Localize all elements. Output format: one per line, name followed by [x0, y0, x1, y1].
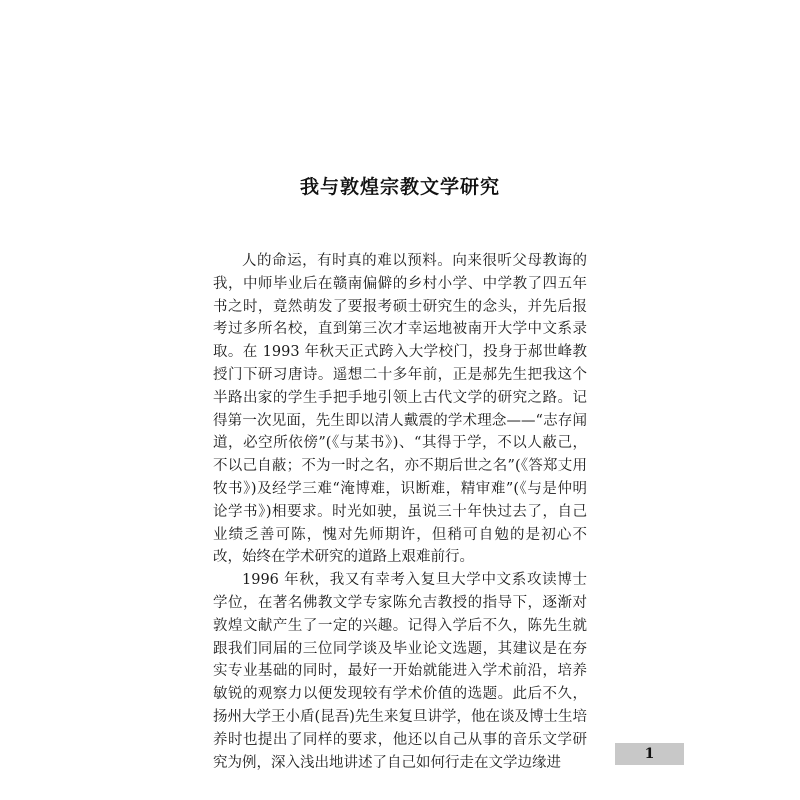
chapter-body [213, 250, 587, 774]
paragraph-2: 1996 年秋，我又有幸考入复旦大学中文系攻读博士学位，在著名佛教文学专家陈允吉教授的指导下，逐渐对敦煌文献产生了一定的兴趣。记得入学后不久，陈先生就跟我们同届的三位同学谈及毕业论文选题，其建议是在夯实专业基础的同时，最好一开始就能进入学术前沿，培养敏锐的观察力以便发现较有学术价值的选题。此后不久，扬州大学王小盾(昆吾)先生来复旦讲学，他在谈及博士生培养时也提出了同样的要求，他还以自己从事的音乐文学研究为例，深入浅出地讲述了自己如何行走在文学边缘进 [213, 572, 587, 771]
chapter-title: 我与敦煌宗教文学研究 [299, 176, 500, 198]
page-number: 1 [615, 743, 684, 765]
paragraph-1: 人的命运，有时真的难以预料。向来很听父母教诲的我，中师毕业后在赣南偏僻的乡村小学、中学教了四五年书之时，竟然萌发了要报考硕士研究生的念头，并先后报考过多所名校，直到第三次才幸运地被南开大学中文系录取。在 1993 年秋天正式跨入大学校门，投身于郝世峰教授门下研习唐诗。遥想二十多年前，正是郝先生把我这个半路出家的学生手把手地引领上古代文学的研究之路。记得第一次见面，先生即以清人戴震的学术理念——“志存闻道，必空所依傍”(《与某书》)、“其得于学，不以人蔽己，不以己自蔽；不为一时之名，亦不期后世之名”(《答郑丈用牧书》)及经学三难“淹博难，识断难，精审难”(《与是仲明论学书》)相要求。时光如驶，虽说三十年快过去了，自己业绩乏善可陈，愧对先师期许，但稍可自勉的是初心不改，始终在学术研究的道路上艰难前行。 [213, 253, 587, 566]
